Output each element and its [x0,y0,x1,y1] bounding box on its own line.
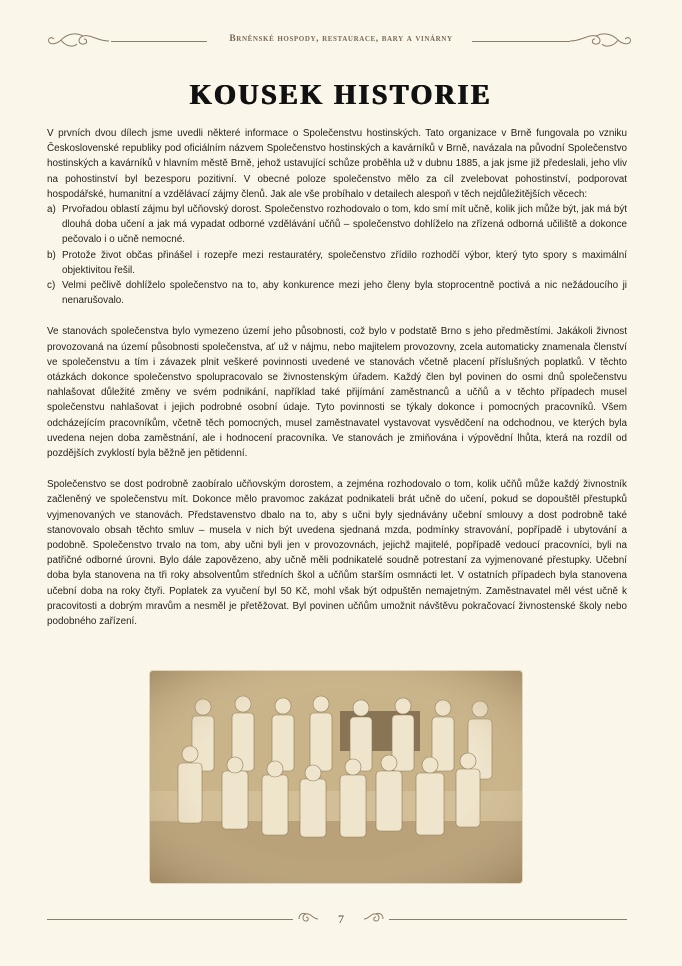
header-rule-right [472,41,570,42]
list-item [47,248,627,278]
page-number: 7 [338,912,344,926]
list-marker: b) [47,249,56,261]
running-header-title: Brněnské hospody, restaurace, bary a vinárny [229,34,453,44]
list-marker: a) [47,204,56,216]
article-body [47,126,627,645]
list-item [47,202,627,248]
historical-photo-apprentices [150,671,522,883]
list-item-text: Protože život občas přinášel i rozepře mezi restauratéry, společenstvo zřídilo rozhodčí výbor, který tyto spory s maximální objektivitou řešil. [62,249,627,276]
flourish-right-icon [568,30,632,54]
page-footer [0,905,682,935]
paragraph-intro: V prvních dvou dílech jsme uvedli některé informace o Společenstvu hostinských. Tato organizace v Brně fungovala po vzniku Československé republiky pod oficiálním názvem Společenstvo hostinských a kavárníků v Brně, navázala na původní Společenstvo hostinských a kavárníků v hlavním městě Brně, jehož ustavující schůze proběhla už v dubnu 1885, a jak jsme již předeslali, jeho vliv na pohostinství byl bezesporu pozitivní. V obecné poloze společenstvo mělo za cíl zvelebovat pohostinství, podporovat hospodářské, humanitní a vzdělávací zájmy členů. Jak ale vše probíhalo v detailech alespoň v těch nejdůležitějších věcech: [47,128,627,200]
list-marker: c) [47,280,56,292]
list-item-text: Prvořadou oblastí zájmu byl učňovský dorost. Společenstvo rozhodovalo o tom, kdo smí mít učně, kolik jich může být, jak má být dlouhá doba učení a jak má vypadat odborné vzdělávání učňů – společenstvo dohlíželo na zřízená odborná učiliště a dokonce pečovalo i o učně nemocné. [62,204,627,246]
paragraph-statutes: Ve stanovách společenstva bylo vymezeno území jeho působnosti, což bylo v podstatě Brno s jeho předměstími. Jakákoli živnost provozovaná na území působnosti společenstva, ať už v nájmu, nebo majitelem provozovny, zcela automaticky znamenala členství ve společenstvu a tím i závazek plnit veškeré povinnosti uvedené ve stanovách včetně placení příslušných poplatků. V těchto otázkách dokonce společenstvo spolupracovalo se živnostenským úřadem. Každý člen byl povinen do osmi dnů společenstvu nahlašovat důležité změny ve svém podnikání, například také přijímání zaměstnanců a učňů a v těchto případech musel společenstvu nahlašovat i jejich podrobné osobní údaje. Tyto povinnosti se týkaly dokonce i pomocných pracovníků. Všem odcházejícím pracovníkům, včetně těch pomocných, musel zaměstnavatel vystavovat vysvědčení na odchodnou, ve kterých byla uvedena nejen doba zaměstnání, ale i hodnocení pracovníka. Ve stanovách je zmiňována i výpovědní lhůta, která na rozdíl od pozdějších zvyklostí byla běžně jen pětidenní. [47,326,627,460]
paragraph-apprentices: Společenstvo se dost podrobně zaobíralo učňovským dorostem, a zejména rozhodovalo o tom, kolik učňů může každý živnostník začleněný ve společenstvu mít. Dokonce mělo pravomoc zakázat podnikateli brát učně do učení, pokud se dopouštěl přestupků vyjmenovaných ve stanovách. Představenstvo dbalo na to, aby s učni byly sjednávány učební smlouvy a dost podrobně také stanovovalo obsah těchto smluv – musela v nich být uvedena sjednaná mzda, podmínky stravování, popřípadě i ubytování a podobně. Společenstvo trvalo na tom, aby učni byli jen v provozovnách, jejichž majitelé, popřípadě vedoucí pracovníci, byli na patřičné odborné úrovni. Bylo dále zapovězeno, aby učně měli podnikatelé soudně potrestaní za vyjmenované přestupky. Učební doba byla stanovena na tři roky absolventům středních škol a učňům starším osmnácti let. V ostatních případech byla stanovena učební doba na roky čtyři. Poplatek za vyučení byl 50 Kč, mohl však být odpuštěn nemajetným. Zaměstnavatel měl vést učně k pracovitosti a dobrým mravům a nesměl je přetěžovat. Byl povinen učňům umožnit návštěvu pokračovací živnostenské školy nebo podobného zařízení. [47,479,627,628]
list-item [47,278,627,308]
interest-list [47,202,627,308]
list-item-text: Velmi pečlivě dohlíželo společenstvo na to, aby konkurence mezi jeho členy byla stoprocentně poctivá a nic nežádoucího ji nenarušovalo. [62,280,627,307]
footer-rule-right [389,919,627,920]
sepia-group-photo [150,671,522,883]
flourish-small-right-icon [363,910,385,928]
running-header [0,28,682,58]
page-title: KOUSEK HISTORIE [189,80,493,111]
